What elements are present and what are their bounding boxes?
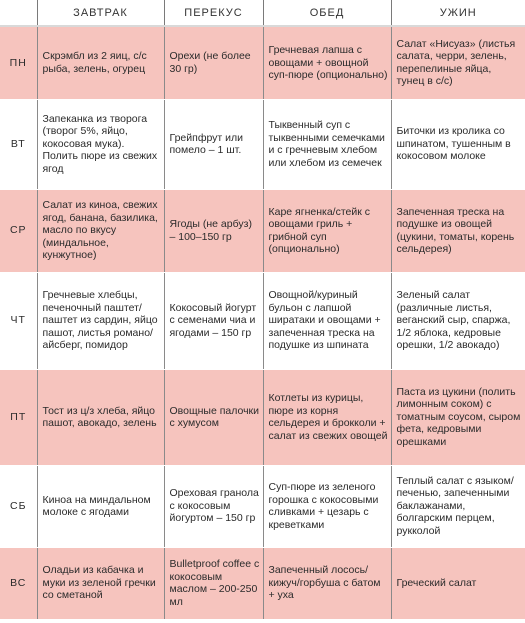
snack-cell: Bulletproof coffee с кокосовым маслом – 200-250 мл <box>164 547 263 619</box>
lunch-cell: Тыквенный суп с тыквенными семечками и с гречневым хлебом или хлебом из семечек <box>263 99 391 189</box>
row-monday <box>0 26 525 99</box>
dinner-cell: Теплый салат с языком/печенью, запеченными баклажанами, болгарским перцем, рукколой <box>391 465 525 547</box>
header-day <box>0 0 37 26</box>
dinner-cell: Запеченная треска на подушке из овощей (цукини, томаты, корень сельдерея) <box>391 189 525 272</box>
header-lunch: ОБЕД <box>263 0 391 26</box>
day-label: СБ <box>0 465 37 547</box>
day-label: ВС <box>0 547 37 619</box>
breakfast-cell: Оладьи из кабачка и муки из зеленой гречки со сметаной <box>37 547 164 619</box>
header-dinner: УЖИН <box>391 0 525 26</box>
breakfast-cell: Тост из ц/з хлеба, яйцо пашот, авокадо, зелень <box>37 369 164 465</box>
snack-cell: Овощные палочки с хумусом <box>164 369 263 465</box>
lunch-cell: Котлеты из курицы, пюре из корня сельдерея и брокколи + салат из свежих овощей <box>263 369 391 465</box>
row-saturday <box>0 465 525 547</box>
lunch-cell: Гречневая лапша с овощами + овощной суп-пюре (опционально) <box>263 26 391 99</box>
row-tuesday <box>0 99 525 189</box>
snack-cell: Ореховая гранола с кокосовым йогуртом – 150 гр <box>164 465 263 547</box>
snack-cell: Ягоды (не арбуз) – 100–150 гр <box>164 189 263 272</box>
day-label: ПН <box>0 26 37 99</box>
lunch-cell: Суп-пюре из зеленого горошка с кокосовыми сливками + цезарь с креветками <box>263 465 391 547</box>
day-label: ВТ <box>0 99 37 189</box>
day-label: СР <box>0 189 37 272</box>
row-thursday <box>0 272 525 369</box>
header-breakfast: ЗАВТРАК <box>37 0 164 26</box>
day-label: ЧТ <box>0 272 37 369</box>
dinner-cell: Греческий салат <box>391 547 525 619</box>
lunch-cell: Овощной/куриный бульон с лапшой ширатаки и овощами + запеченная треска на подушке из шпината <box>263 272 391 369</box>
snack-cell: Кокосовый йогурт с семенами чиа и ягодами – 150 гр <box>164 272 263 369</box>
header-row <box>0 0 525 26</box>
row-wednesday <box>0 189 525 272</box>
day-label: ПТ <box>0 369 37 465</box>
snack-cell: Орехи (не более 30 гр) <box>164 26 263 99</box>
snack-cell: Грейпфрут или помело – 1 шт. <box>164 99 263 189</box>
header-snack: ПЕРЕКУС <box>164 0 263 26</box>
lunch-cell: Запеченный лосось/кижуч/горбуша с батом + уха <box>263 547 391 619</box>
breakfast-cell: Салат из киноа, свежих ягод, банана, базилика, масло по вкусу (миндальное, кунжутное) <box>37 189 164 272</box>
breakfast-cell: Скрэмбл из 2 яиц, с/с рыба, зелень, огурец <box>37 26 164 99</box>
dinner-cell: Салат «Нисуаз» (листья салата, черри, зелень, перепелиные яйца, тунец в с/с) <box>391 26 525 99</box>
breakfast-cell: Запеканка из творога (творог 5%, яйцо, кокосовая мука). Полить пюре из свежих ягод <box>37 99 164 189</box>
dinner-cell: Биточки из кролика со шпинатом, тушенным в кокосовом молоке <box>391 99 525 189</box>
breakfast-cell: Киноа на миндальном молоке с ягодами <box>37 465 164 547</box>
row-sunday <box>0 547 525 619</box>
breakfast-cell: Гречневые хлебцы, печеночный паштет/паштет из сардин, яйцо пашот, листья романо/айсберг, помидор <box>37 272 164 369</box>
dinner-cell: Зеленый салат (различные листья, веганский сыр, спаржа, 1/2 яблока, кедровые орешки, 1/2 авокадо) <box>391 272 525 369</box>
row-friday <box>0 369 525 465</box>
dinner-cell: Паста из цукини (полить лимонным соком) с томатным соусом, сыром фета, кедровыми орешками <box>391 369 525 465</box>
lunch-cell: Каре ягненка/стейк с овощами гриль + грибной суп (опционально) <box>263 189 391 272</box>
